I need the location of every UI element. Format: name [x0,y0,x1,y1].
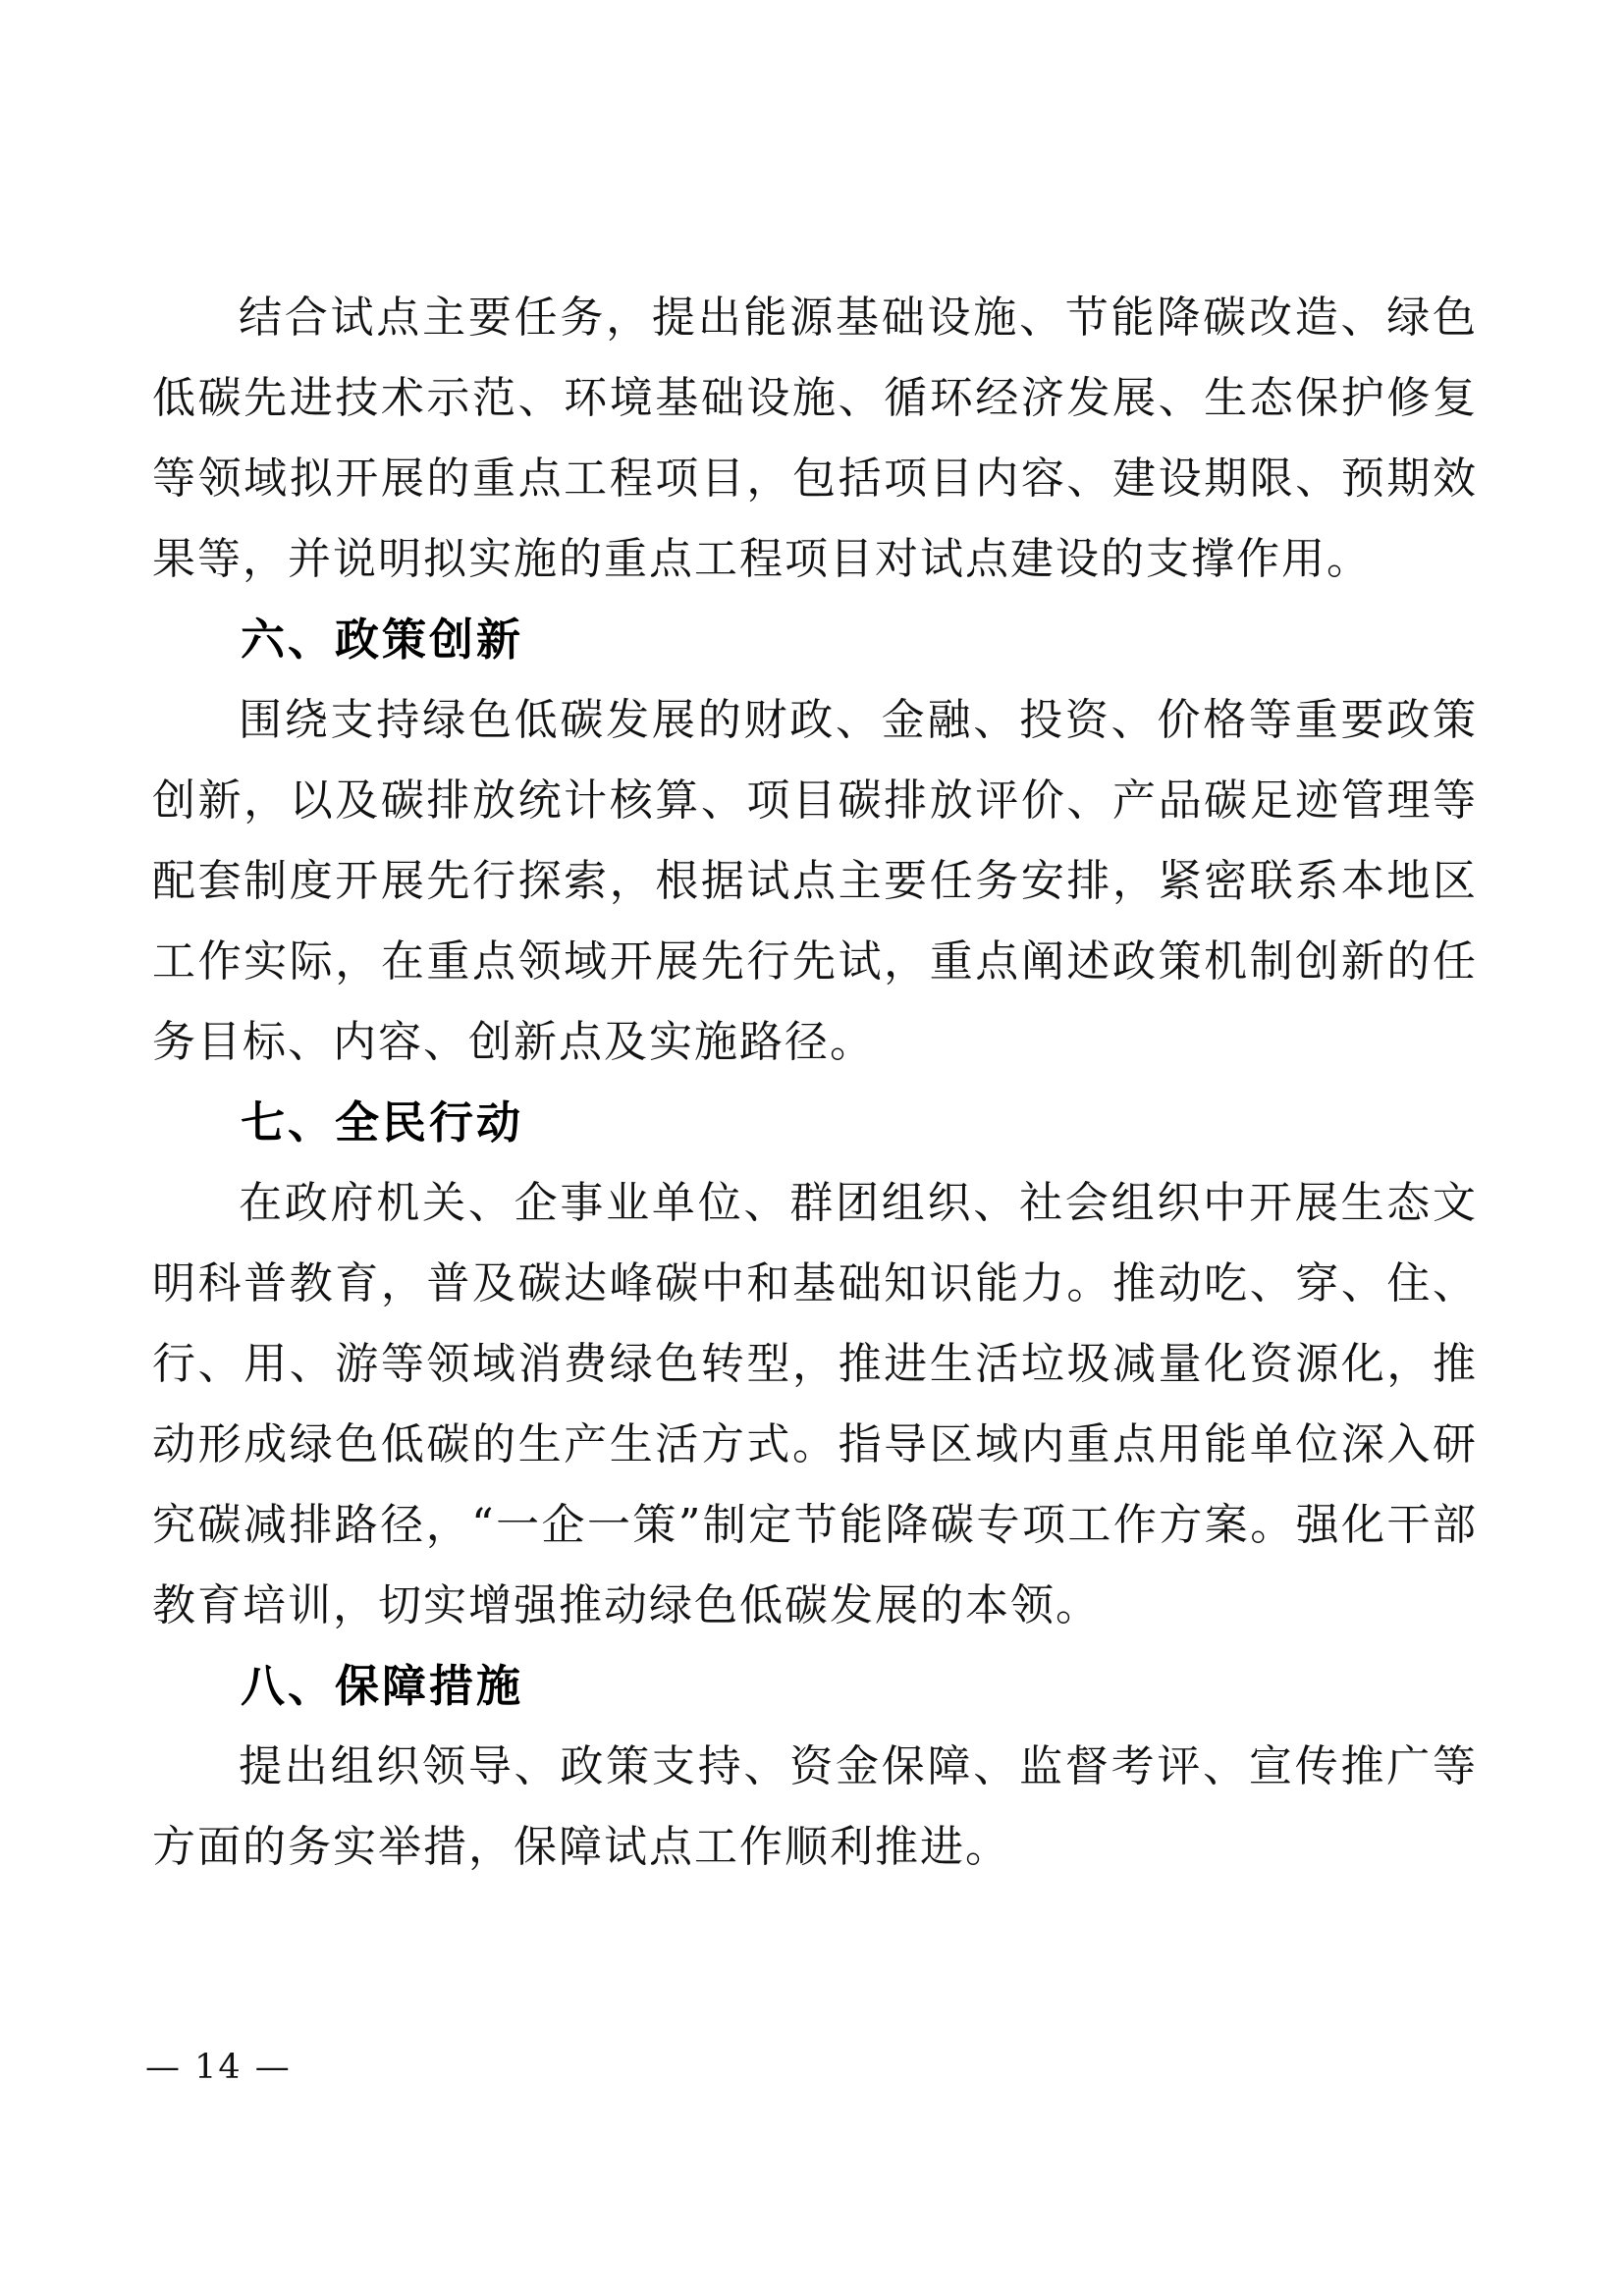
heading-safeguard-measures: 八、保障措施 [241,1661,524,1711]
document-body [152,278,1478,1888]
heading-public-action: 七、全民行动 [241,1097,524,1148]
paragraph-public-action: 在政府机关、企事业单位、群团组织、社会组织中开展生态文明科普教育，普及碳达峰碳中和基础知识能力。推动吃、穿、住、行、用、游等领域消费绿色转型，推进生活垃圾减量化资源化，推动形成绿色低碳的生产生活方式。指导区域内重点用能单位深入研究碳减排路径，“一企一策”制定节能降碳专项工作方案。强化干部教育培训，切实增强推动绿色低碳发展的本领。 [152,1178,1478,1630]
page-number: — 14 — [145,2048,292,2087]
paragraph-policy-innovation: 围绕支持绿色低碳发展的财政、金融、投资、价格等重要政策创新，以及碳排放统计核算、项目碳排放评价、产品碳足迹管理等配套制度开展先行探索，根据试点主要任务安排，紧密联系本地区工作实际，在重点领域开展先行先试，重点阐述政策机制创新的任务目标、内容、创新点及实施路径。 [152,695,1478,1067]
paragraph-safeguard-measures: 提出组织领导、政策支持、资金保障、监督考评、宣传推广等方面的务实举措，保障试点工作顺利推进。 [152,1741,1478,1872]
paragraph-key-projects: 结合试点主要任务，提出能源基础设施、节能降碳改造、绿色低碳先进技术示范、环境基础设施、循环经济发展、生态保护修复等领域拟开展的重点工程项目，包括项目内容、建设期限、预期效果等，并说明拟实施的重点工程项目对试点建设的支撑作用。 [152,293,1478,584]
heading-policy-innovation: 六、政策创新 [241,614,524,665]
